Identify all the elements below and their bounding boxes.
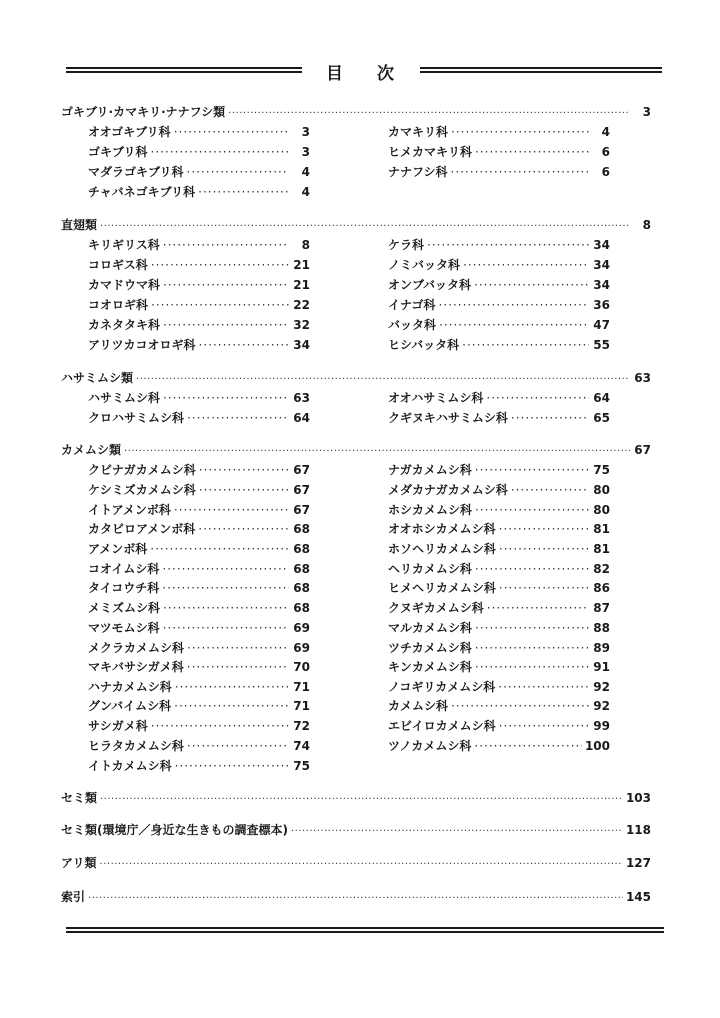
entry-label: キンカメムシ科 (388, 660, 472, 674)
toc-entry[interactable] (388, 390, 610, 406)
entry-label: ホソヘリカメムシ科 (388, 542, 496, 556)
toc-entry[interactable] (388, 257, 610, 273)
section-title: 索引 (61, 890, 86, 904)
dot-leader (511, 410, 589, 426)
dot-leader (163, 237, 289, 253)
entry-label: ゴキブリ科 (88, 145, 148, 159)
entry-label: クビナガカメムシ科 (88, 463, 196, 477)
toc-entry[interactable] (88, 257, 310, 273)
dot-leader (187, 738, 289, 754)
dot-leader (199, 462, 289, 478)
entry-label: カネタタキ科 (88, 318, 161, 332)
entry-page: 22 (293, 298, 310, 312)
dot-leader (175, 679, 289, 695)
entry-label: ヒシバッタ科 (388, 338, 460, 352)
dot-leader (451, 124, 589, 140)
toc-entry[interactable] (88, 317, 310, 333)
entry-label: マルカメムシ科 (388, 621, 473, 635)
entry-page: 4 (601, 125, 610, 139)
toc-entry[interactable] (88, 410, 310, 426)
dot-leader (124, 444, 630, 460)
dot-leader (451, 164, 589, 180)
dot-leader (499, 718, 589, 734)
entry-label: ツチカメムシ科 (388, 641, 472, 655)
toc-entry[interactable] (388, 502, 610, 518)
entry-label: タイコウチ科 (88, 581, 160, 595)
toc-section[interactable] (61, 370, 651, 388)
entry-label: マダラゴキブリ科 (88, 165, 184, 179)
toc-entry[interactable] (388, 277, 610, 293)
entry-label: クギヌキハサミムシ科 (388, 411, 508, 425)
toc-entry[interactable] (88, 277, 310, 293)
dot-leader (499, 541, 589, 557)
toc-entry[interactable] (88, 164, 310, 180)
entry-label: ケラ科 (388, 238, 425, 252)
entry-page: 89 (593, 641, 610, 655)
section-page: 3 (642, 105, 651, 119)
dot-leader (475, 620, 589, 636)
section-page: 145 (625, 890, 651, 904)
toc-section[interactable] (61, 889, 651, 907)
entry-page: 64 (293, 411, 310, 425)
entry-page: 4 (301, 185, 310, 199)
dot-leader (462, 337, 589, 353)
entry-label: ハナカメムシ科 (88, 680, 172, 694)
entry-page: 63 (293, 391, 310, 405)
entry-page: 3 (301, 125, 310, 139)
entry-page: 67 (293, 503, 310, 517)
dot-leader (162, 561, 289, 577)
entry-label: コオロギ科 (88, 298, 149, 312)
entry-page: 91 (593, 660, 610, 674)
entry-page: 32 (293, 318, 310, 332)
toc-entry[interactable] (388, 337, 610, 353)
entry-page: 92 (593, 680, 610, 694)
dot-leader (498, 679, 589, 695)
toc-entry[interactable] (388, 738, 610, 754)
dot-leader (187, 640, 289, 656)
toc-entry[interactable] (88, 600, 310, 616)
dot-leader (198, 521, 289, 537)
toc-entry[interactable] (88, 541, 310, 557)
dot-leader (151, 257, 289, 273)
entry-page: 34 (593, 278, 610, 292)
entry-page: 87 (593, 601, 610, 615)
dot-leader (475, 640, 589, 656)
toc-entry[interactable] (88, 679, 310, 695)
dot-leader (499, 521, 589, 537)
entry-label: ケシミズカメムシ科 (88, 483, 196, 497)
toc-entry[interactable] (88, 337, 310, 353)
entry-page: 68 (293, 581, 310, 595)
entry-label: ハサミムシ科 (88, 391, 161, 405)
dot-leader (187, 410, 289, 426)
toc-entry[interactable] (388, 317, 610, 333)
dot-leader (100, 219, 630, 235)
toc-entry[interactable] (388, 521, 610, 537)
dot-leader (499, 580, 589, 596)
entry-page: 69 (293, 621, 310, 635)
entry-page: 21 (293, 258, 310, 272)
toc-entry[interactable] (388, 580, 610, 596)
toc-entry[interactable] (88, 561, 310, 577)
entry-label: メダカナガカメムシ科 (388, 483, 508, 497)
toc-entry[interactable] (388, 297, 610, 313)
dot-leader (475, 561, 589, 577)
dot-leader (475, 144, 589, 160)
entry-label: カメムシ科 (388, 699, 449, 713)
footer-rule (66, 927, 664, 934)
dot-leader (163, 277, 289, 293)
entry-label: グンバイムシ科 (88, 699, 172, 713)
entry-page: 68 (293, 542, 310, 556)
entry-label: ナガカメムシ科 (388, 463, 472, 477)
entry-page: 75 (593, 463, 610, 477)
dot-leader (150, 541, 289, 557)
section-title: 直翅類 (61, 218, 98, 232)
section-title: カメムシ類 (61, 443, 122, 457)
entry-label: エビイロカメムシ科 (388, 719, 496, 733)
dot-leader (451, 698, 589, 714)
section-page: 8 (642, 218, 651, 232)
dot-leader (136, 372, 630, 388)
entry-label: オオハサミムシ科 (388, 391, 484, 405)
dot-leader (174, 124, 289, 140)
title-char-right: 次 (377, 64, 396, 84)
entry-page: 8 (301, 238, 310, 252)
toc-section[interactable] (61, 790, 651, 808)
toc-entry[interactable] (388, 640, 610, 656)
dot-leader (163, 390, 289, 406)
dot-leader (487, 600, 589, 616)
entry-label: カタビロアメンボ科 (88, 522, 196, 536)
entry-label: チャバネゴキブリ科 (88, 185, 196, 199)
section-page: 103 (625, 791, 651, 805)
entry-label: ヒメカマキリ科 (388, 145, 473, 159)
entry-page: 47 (593, 318, 610, 332)
entry-page: 64 (593, 391, 610, 405)
dot-leader (151, 718, 289, 734)
entry-page: 75 (293, 759, 310, 773)
dot-leader (199, 482, 289, 498)
entry-label: マツモムシ科 (88, 621, 160, 635)
dot-leader (163, 317, 289, 333)
entry-label: ホシカメムシ科 (388, 503, 473, 517)
toc-entry[interactable] (388, 679, 610, 695)
entry-label: ツノカメムシ科 (388, 739, 472, 753)
entry-label: オオゴキブリ科 (88, 125, 171, 139)
toc-entry[interactable] (88, 390, 310, 406)
title-char-left: 目 (326, 64, 345, 84)
dot-leader (187, 164, 289, 180)
dot-leader (174, 698, 289, 714)
entry-label: クヌギカメムシ科 (388, 601, 484, 615)
section-title: ゴキブリ·カマキリ·ナナフシ類 (61, 105, 226, 119)
dot-leader (151, 144, 289, 160)
toc-entry[interactable] (88, 502, 310, 518)
entry-page: 68 (293, 601, 310, 615)
entry-page: 88 (593, 621, 610, 635)
entry-page: 55 (593, 338, 610, 352)
entry-page: 68 (293, 522, 310, 536)
dot-leader (151, 297, 289, 313)
entry-label: ヘリカメムシ科 (388, 562, 472, 576)
entry-page: 92 (593, 699, 610, 713)
entry-label: カマドウマ科 (88, 278, 161, 292)
entry-label: メクラカメムシ科 (88, 641, 185, 655)
toc-entry[interactable] (88, 738, 310, 754)
toc-entry[interactable] (88, 297, 310, 313)
section-page: 63 (634, 371, 651, 385)
dot-leader (475, 659, 589, 675)
section-page: 67 (634, 443, 651, 457)
entry-page: 72 (293, 719, 310, 733)
entry-page: 71 (293, 680, 310, 694)
entry-page: 74 (293, 739, 310, 753)
dot-leader (427, 237, 589, 253)
toc-entry[interactable] (388, 410, 610, 426)
entry-page: 4 (301, 165, 310, 179)
dot-leader (100, 857, 623, 873)
entry-label: カマキリ科 (388, 125, 449, 139)
toc-section[interactable] (61, 442, 651, 460)
dot-leader (199, 337, 289, 353)
dot-leader (463, 257, 589, 273)
toc-section[interactable] (61, 855, 651, 873)
dot-leader (511, 482, 589, 498)
toc-entry[interactable] (388, 561, 610, 577)
toc-entry[interactable] (388, 462, 610, 478)
dot-leader (474, 738, 582, 754)
toc-entry[interactable] (88, 580, 310, 596)
entry-label: ヒメヘリカメムシ科 (388, 581, 496, 595)
entry-label: サシガメ科 (88, 719, 148, 733)
toc-entry[interactable] (388, 698, 610, 714)
toc-entry[interactable] (388, 144, 610, 160)
dot-leader (163, 620, 289, 636)
entry-page: 81 (593, 522, 610, 536)
entry-page: 67 (293, 463, 310, 477)
dot-leader (198, 184, 289, 200)
entry-label: オオホシカメムシ科 (388, 522, 496, 536)
entry-page: 65 (593, 411, 610, 425)
toc-entry[interactable] (388, 541, 610, 557)
entry-label: コロギス科 (88, 258, 148, 272)
section-page: 118 (625, 823, 651, 837)
entry-label: キリギリス科 (88, 238, 160, 252)
entry-page: 34 (593, 258, 610, 272)
entry-page: 80 (593, 503, 610, 517)
entry-label: イナゴ科 (388, 298, 436, 312)
entry-label: アリツカコオロギ科 (88, 338, 196, 352)
toc-entry[interactable] (88, 124, 310, 140)
entry-page: 6 (601, 165, 610, 179)
toc-entry[interactable] (388, 620, 610, 636)
entry-page: 86 (593, 581, 610, 595)
section-page: 127 (625, 856, 651, 870)
section-title: セミ類 (61, 791, 98, 805)
entry-page: 69 (293, 641, 310, 655)
dot-leader (175, 758, 289, 774)
entry-page: 71 (293, 699, 310, 713)
section-title: セミ類(環境庁／身近な生きもの調査標本) (61, 823, 288, 837)
entry-page: 100 (584, 739, 610, 753)
dot-leader (187, 659, 289, 675)
entry-page: 80 (593, 483, 610, 497)
entry-page: 82 (593, 562, 610, 576)
entry-label: メミズムシ科 (88, 601, 161, 615)
entry-page: 34 (593, 238, 610, 252)
entry-page: 68 (293, 562, 310, 576)
dot-leader (162, 580, 289, 596)
entry-page: 70 (293, 660, 310, 674)
toc-entry[interactable] (88, 237, 310, 253)
entry-label: バッタ科 (388, 318, 437, 332)
section-title: ハサミムシ類 (61, 371, 134, 385)
toc-section[interactable] (61, 822, 651, 840)
entry-label: クロハサミムシ科 (88, 411, 185, 425)
toc-entry[interactable] (88, 758, 310, 774)
toc-entry[interactable] (88, 482, 310, 498)
entry-page: 81 (593, 542, 610, 556)
toc-entry[interactable] (388, 237, 610, 253)
dot-leader (475, 502, 589, 518)
header-rule-right (420, 67, 662, 74)
section-title: アリ類 (61, 856, 97, 870)
dot-leader (228, 106, 630, 122)
dot-leader (475, 462, 589, 478)
toc-entry[interactable] (88, 184, 310, 200)
entry-label: ヒラタカメムシ科 (88, 739, 184, 753)
entry-label: コオイムシ科 (88, 562, 160, 576)
dot-leader (88, 891, 623, 907)
toc-entry[interactable] (88, 144, 310, 160)
toc-entry[interactable] (88, 640, 310, 656)
header-rule-left (66, 67, 302, 74)
entry-page: 36 (593, 298, 610, 312)
toc-entry[interactable] (88, 718, 310, 734)
toc-entry[interactable] (88, 521, 310, 537)
dot-leader (474, 277, 589, 293)
toc-entry[interactable] (88, 698, 310, 714)
toc-entry[interactable] (388, 718, 610, 734)
dot-leader (163, 600, 289, 616)
toc-entry[interactable] (88, 620, 310, 636)
entry-label: ナナフシ科 (388, 165, 448, 179)
toc-entry[interactable] (388, 164, 610, 180)
entry-page: 99 (593, 719, 610, 733)
toc-section[interactable] (61, 217, 651, 235)
dot-leader (439, 297, 589, 313)
entry-page: 3 (301, 145, 310, 159)
entry-label: アメンボ科 (88, 542, 148, 556)
toc-entry[interactable] (388, 482, 610, 498)
toc-entry[interactable] (388, 600, 610, 616)
entry-page: 21 (293, 278, 310, 292)
entry-page: 34 (293, 338, 310, 352)
toc-entry[interactable] (388, 124, 610, 140)
page-title (302, 59, 420, 84)
entry-label: イトアメンボ科 (88, 503, 171, 517)
entry-label: ノコギリカメムシ科 (388, 680, 496, 694)
dot-leader (100, 792, 623, 808)
toc-entry[interactable] (388, 659, 610, 675)
dot-leader (174, 502, 289, 518)
dot-leader (439, 317, 589, 333)
dot-leader (486, 390, 589, 406)
toc-entry[interactable] (88, 659, 310, 675)
entry-label: マキバサシガメ科 (88, 660, 184, 674)
entry-page: 6 (601, 145, 610, 159)
dot-leader (291, 824, 623, 840)
entry-label: ノミバッタ科 (388, 258, 461, 272)
entry-page: 67 (293, 483, 310, 497)
entry-label: イトカメムシ科 (88, 759, 172, 773)
entry-label: オンブバッタ科 (388, 278, 472, 292)
toc-entry[interactable] (88, 462, 310, 478)
toc-section[interactable] (61, 104, 651, 122)
